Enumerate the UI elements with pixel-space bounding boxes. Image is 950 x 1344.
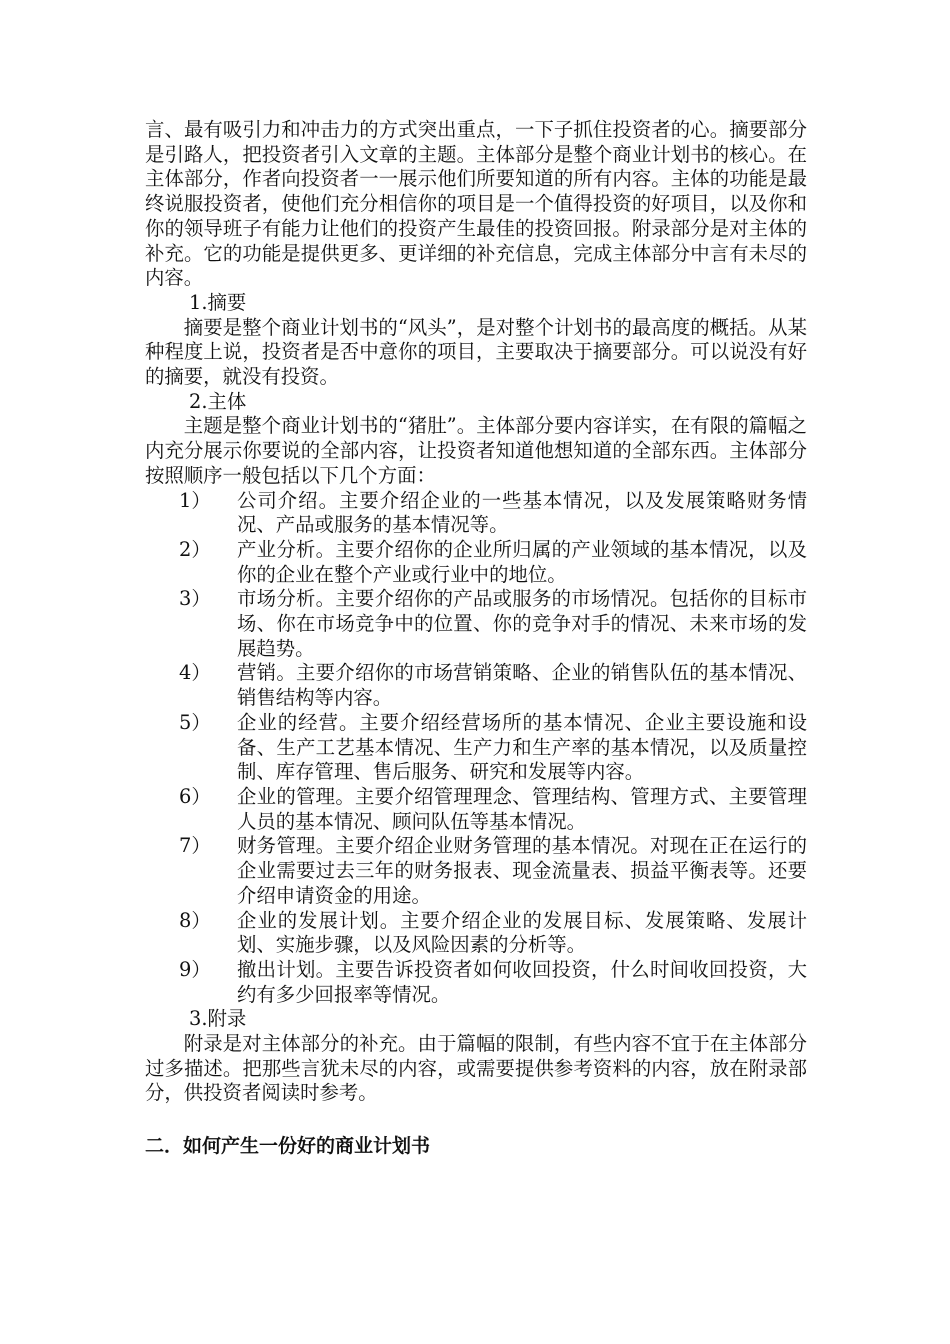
list-item-text: 企业的经营。主要介绍经营场所的基本情况、企业主要设施和设备、生产工艺基本情况、生产力和生产率的基本情况，以及质量控制、库存管理、售后服务、研究和发展等内容。	[237, 710, 807, 784]
body-items-list	[145, 489, 807, 1008]
list-item-text: 公司介绍。主要介绍企业的一些基本情况，以及发展策略财务情况、产品或服务的基本情况等。	[237, 488, 807, 537]
list-item-number: 7）	[179, 834, 211, 858]
list-item-number: 9）	[179, 957, 211, 981]
list-item-number: 3）	[179, 587, 211, 611]
body-heading: 2.主体	[189, 389, 247, 413]
list-item-number: 8）	[179, 908, 211, 932]
list-item-text: 营销。主要介绍你的市场营销策略、企业的销售队伍的基本情况、销售结构等内容。	[237, 661, 807, 710]
list-item-text: 企业的发展计划。主要介绍企业的发展目标、发展策略、发展计划、实施步骤，以及风险因素的分析等。	[237, 908, 807, 957]
summary-heading: 1.摘要	[189, 290, 247, 314]
summary-paragraph: 摘要是整个商业计划书的“风头”，是对整个计划书的最高度的概括。从某种程度上说，投资者是否中意你的项目，主要取决于摘要部分。可以说没有好的摘要，就没有投资。	[145, 315, 807, 389]
list-item-text: 企业的管理。主要介绍管理理念、管理结构、管理方式、主要管理人员的基本情况、顾问队伍等基本情况。	[237, 784, 807, 833]
list-item-number: 4）	[179, 661, 211, 685]
list-item	[145, 909, 807, 958]
list-item	[145, 958, 807, 1007]
list-item	[145, 538, 807, 587]
list-item-number: 5）	[179, 710, 211, 734]
list-item	[145, 834, 807, 908]
list-item-text: 财务管理。主要介绍企业财务管理的基本情况。对现在正在运行的企业需要过去三年的财务报表、现金流量表、损益平衡表等。还要介绍申请资金的用途。	[237, 834, 807, 907]
appendix-heading: 3.附录	[189, 1007, 247, 1031]
list-item-number: 1）	[179, 488, 211, 512]
appendix-paragraph: 附录是对主体部分的补充。由于篇幅的限制，有些内容不宜于在主体部分过多描述。把那些言犹未尽的内容，或需要提供参考资料的内容，放在附录部分，供投资者阅读时参考。	[145, 1032, 807, 1105]
section-title: 二．如何产生一份好的商业计划书	[145, 1135, 431, 1158]
list-item	[145, 711, 807, 785]
list-item	[145, 489, 807, 538]
list-item-number: 6）	[179, 784, 211, 808]
list-item	[145, 661, 807, 710]
list-item-text: 撤出计划。主要告诉投资者如何收回投资，什么时间收回投资，大约有多少回报率等情况。	[237, 957, 807, 1006]
list-item	[145, 587, 807, 661]
intro-paragraph: 言、最有吸引力和冲击力的方式突出重点，一下子抓住投资者的心。摘要部分是引路人，把投资者引入文章的主题。主体部分是整个商业计划书的核心。在主体部分，作者向投资者一一展示他们所要知道的所有内容。主体的功能是最终说服投资者，使他们充分相信你的项目是一个值得投资的好项目，以及你和你的领导班子有能力让他们的投资产生最佳的投资回报。附录部分是对主体的补充。它的功能是提供更多、更详细的补充信息，完成主体部分中言有未尽的内容。	[145, 118, 807, 290]
list-item-text: 产业分析。主要介绍你的企业所归属的产业领域的基本情况，以及你的企业在整个产业或行业中的地位。	[237, 537, 807, 586]
document-page	[145, 118, 807, 1159]
body-paragraph: 主题是整个商业计划书的“猪肚”。主体部分要内容详实，在有限的篇幅之内充分展示你要说的全部内容，让投资者知道他想知道的全部东西。主体部分按照顺序一般包括以下几个方面：	[145, 414, 807, 487]
list-item-text: 市场分析。主要介绍你的产品或服务的市场情况。包括你的目标市场、你在市场竞争中的位置、你的竞争对手的情况、未来市场的发展趋势。	[237, 587, 807, 660]
list-item-number: 2）	[179, 537, 211, 561]
list-item	[145, 785, 807, 834]
